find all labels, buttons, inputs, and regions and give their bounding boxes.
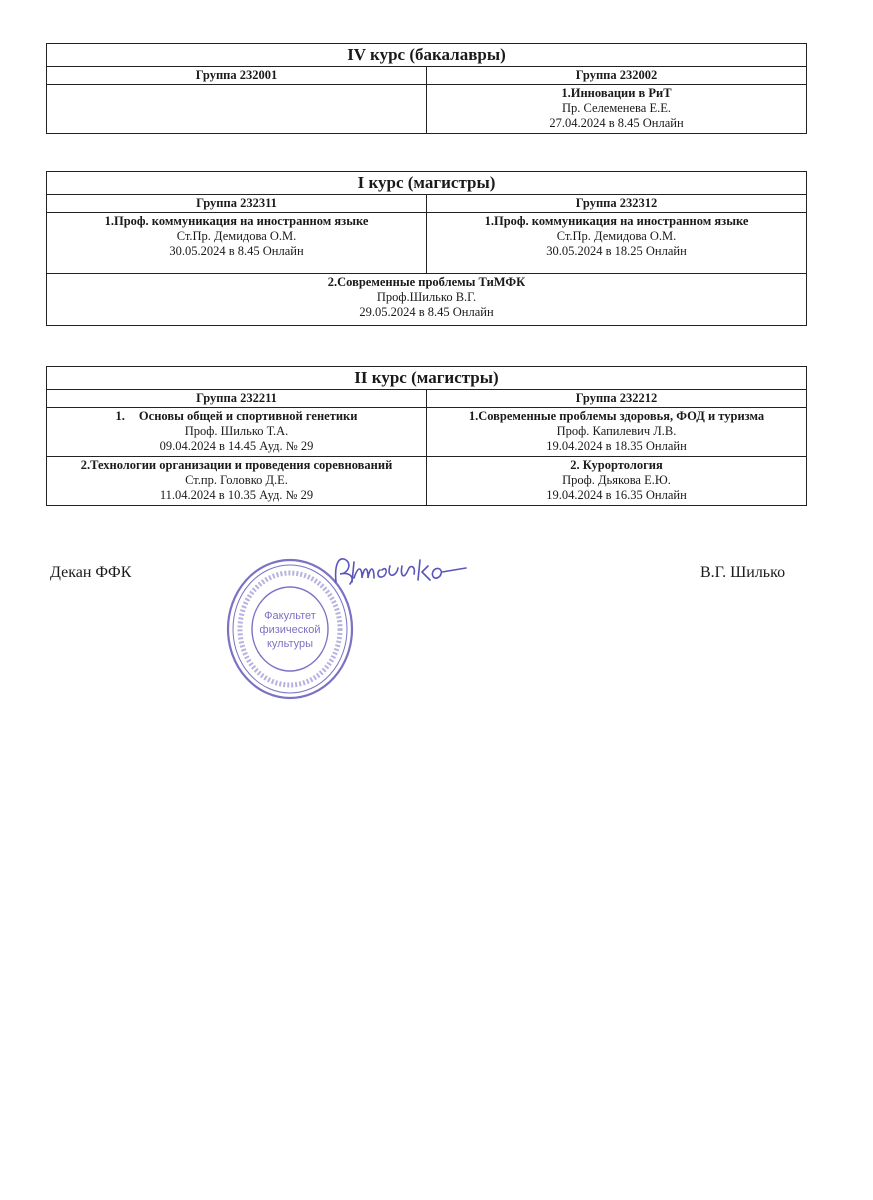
- datetime-location: 29.05.2024 в 8.45 Онлайн: [359, 305, 494, 319]
- group-header-a: Группа 232311: [47, 195, 427, 213]
- datetime-location: 19.04.2024 в 16.35 Онлайн: [546, 488, 687, 502]
- course-title: IV курс (бакалавры): [47, 44, 807, 67]
- stamp-line-3: культуры: [266, 638, 314, 650]
- subject: 1.Проф. коммуникация на иностранном языке: [484, 214, 749, 228]
- subject: [50, 409, 423, 424]
- datetime-location: 30.05.2024 в 8.45 Онлайн: [169, 244, 304, 258]
- course-2-master-table: [46, 366, 807, 506]
- group-header-a: Группа 232001: [47, 67, 427, 85]
- subject-number: 1.: [115, 409, 125, 423]
- subject: 1.Инновации в РиТ: [561, 86, 672, 100]
- course-1-master-table: [46, 171, 807, 326]
- teacher: Ст.пр. Головко Д.Е.: [185, 473, 288, 487]
- subject: 2.Технологии организации и проведения соревнований: [80, 458, 393, 472]
- group-header-b: Группа 232212: [427, 390, 807, 408]
- teacher: Проф.Шилько В.Г.: [376, 290, 477, 304]
- group-header-a: Группа 232211: [47, 390, 427, 408]
- schedule-cell-joint: [47, 274, 807, 326]
- subject: 2. Курортология: [570, 458, 663, 472]
- schedule-cell-empty: [47, 85, 427, 134]
- course-title: II курс (магистры): [47, 367, 807, 390]
- course-title: I курс (магистры): [47, 172, 807, 195]
- datetime-location: 19.04.2024 в 18.35 Онлайн: [546, 439, 687, 453]
- datetime-location: 09.04.2024 в 14.45 Ауд. № 29: [159, 439, 314, 453]
- teacher: Ст.Пр. Демидова О.М.: [556, 229, 677, 243]
- subject: 1.Проф. коммуникация на иностранном языке: [104, 214, 369, 228]
- schedule-cell: [47, 457, 427, 506]
- course-4-bachelor-table: [46, 43, 807, 134]
- schedule-cell: [427, 213, 807, 274]
- group-header-b: Группа 232312: [427, 195, 807, 213]
- teacher: Проф. Шилько Т.А.: [184, 424, 289, 438]
- schedule-cell: [47, 213, 427, 274]
- datetime-location: 27.04.2024 в 8.45 Онлайн: [549, 116, 684, 130]
- datetime-location: 30.05.2024 в 18.25 Онлайн: [546, 244, 687, 258]
- dean-signature: [330, 552, 470, 588]
- teacher: Проф. Капилевич Л.В.: [556, 424, 677, 438]
- teacher: Пр. Селеменева Е.Е.: [562, 101, 671, 115]
- subject: 2.Современные проблемы ТиМФК: [327, 275, 526, 289]
- subject-title: Основы общей и спортивной генетики: [138, 409, 358, 423]
- teacher: Проф. Дьякова Е.Ю.: [562, 473, 671, 487]
- dean-name: В.Г. Шилько: [700, 564, 786, 581]
- schedule-cell: [427, 85, 807, 134]
- datetime-location: 11.04.2024 в 10.35 Ауд. № 29: [159, 488, 314, 502]
- group-header-b: Группа 232002: [427, 67, 807, 85]
- schedule-cell: [427, 408, 807, 457]
- subject: 1.Современные проблемы здоровья, ФОД и туризма: [468, 409, 765, 423]
- dean-label: Декан ФФК: [50, 564, 132, 581]
- schedule-cell: [427, 457, 807, 506]
- teacher: Ст.Пр. Демидова О.М.: [176, 229, 297, 243]
- schedule-cell: [47, 408, 427, 457]
- stamp-line-2: физической: [259, 624, 321, 636]
- stamp-line-1: Факультет: [264, 610, 316, 622]
